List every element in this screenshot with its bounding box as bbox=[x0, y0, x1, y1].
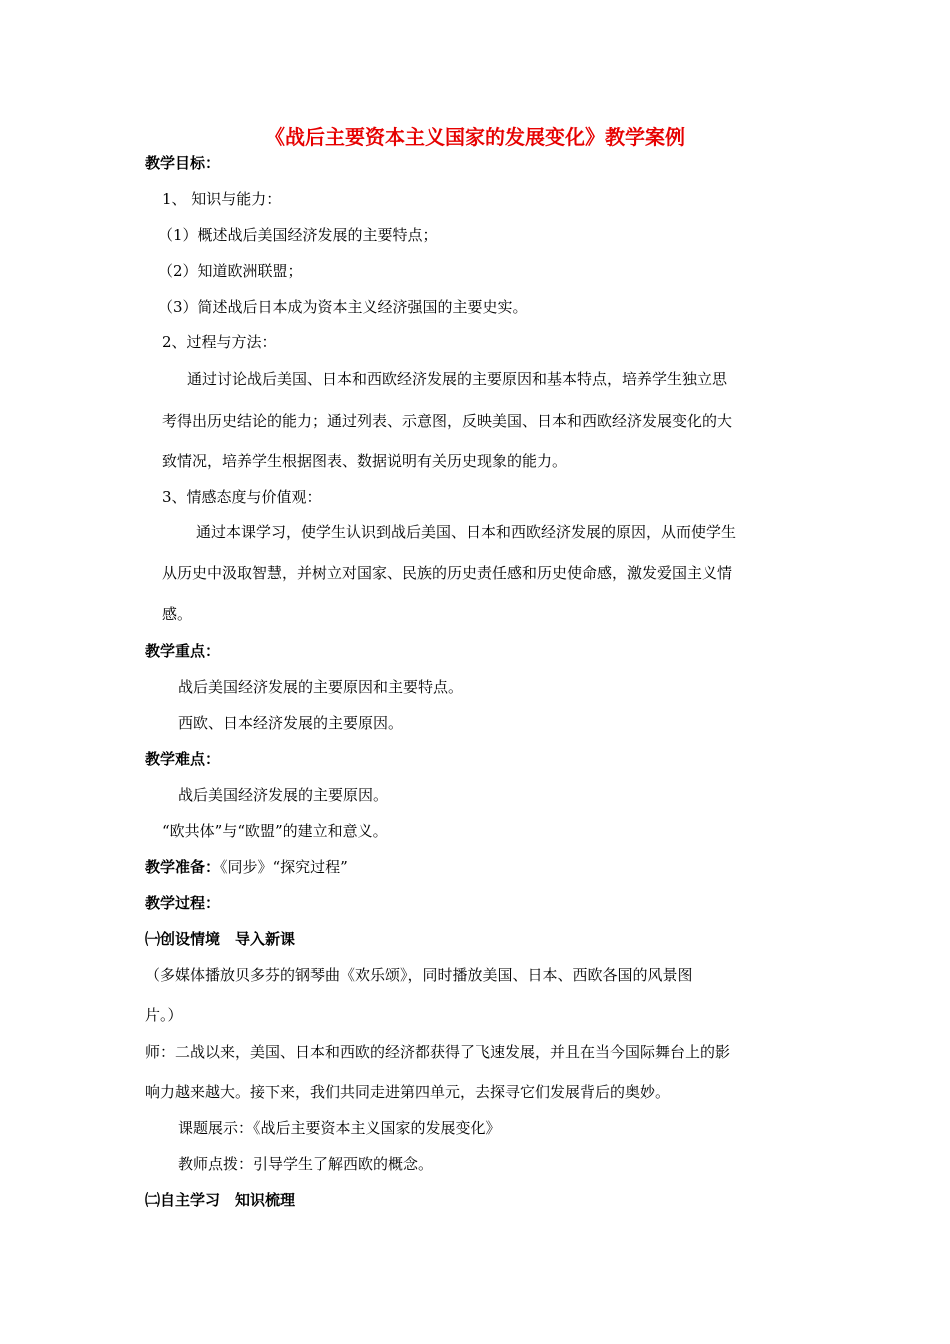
objectives-s2-line-3: 致情况，培养学生根据图表、数据说明有关历史现象的能力。 bbox=[162, 452, 568, 470]
process-part2-heading: ㈡自主学习 知识梳理 bbox=[145, 1191, 296, 1209]
process-part1-heading: ㈠创设情境 导入新课 bbox=[145, 930, 296, 948]
teacher-line-1: 师：二战以来，美国、日本和西欧的经济都获得了飞速发展，并且在当今国际舞台上的影 bbox=[145, 1043, 731, 1061]
difficulty-2: “欧共体”与“欧盟”的建立和意义。 bbox=[162, 822, 388, 840]
preparation-heading: 教学准备： bbox=[145, 858, 221, 876]
key-points-heading: 教学重点： bbox=[145, 642, 221, 660]
objectives-s2-line-2: 考得出历史结论的能力；通过列表、示意图，反映美国、日本和西欧经济发展变化的大 bbox=[162, 412, 733, 430]
objectives-s1-item-1: （1）概述战后美国经济发展的主要特点； bbox=[158, 226, 438, 244]
objectives-s3-line-3: 感。 bbox=[162, 605, 193, 623]
objectives-s2-heading: 2、过程与方法： bbox=[162, 333, 277, 351]
objectives-s3-line-2: 从历史中汲取智慧，并树立对国家、民族的历史责任感和历史使命感，激发爱国主义情 bbox=[162, 564, 733, 582]
teacher-line-2: 响力越来越大。接下来，我们共同走进第四单元，去探寻它们发展背后的奥妙。 bbox=[145, 1083, 671, 1101]
document-title: 《战后主要资本主义国家的发展变化》教学案例 bbox=[265, 125, 685, 149]
key-point-2: 西欧、日本经济发展的主要原因。 bbox=[178, 714, 404, 732]
preparation-row bbox=[145, 857, 348, 877]
objectives-heading: 教学目标： bbox=[145, 154, 221, 172]
objectives-s1-item-3: （3）简述战后日本成为资本主义经济强国的主要史实。 bbox=[158, 298, 528, 316]
topic-display: 课题展示：《战后主要资本主义国家的发展变化》 bbox=[178, 1119, 501, 1137]
process-part1-note-line-1: （多媒体播放贝多芬的钢琴曲《欢乐颂》，同时播放美国、日本、西欧各国的风景图 bbox=[145, 966, 693, 984]
key-point-1: 战后美国经济发展的主要原因和主要特点。 bbox=[178, 678, 464, 696]
objectives-s2-line-1: 通过讨论战后美国、日本和西欧经济发展的主要原因和基本特点，培养学生独立思 bbox=[187, 370, 728, 388]
objectives-s1-heading: 1、 知识与能力： bbox=[162, 190, 282, 208]
preparation-text: 《同步》“探究过程” bbox=[220, 858, 348, 876]
objectives-s3-heading: 3、情感态度与价值观： bbox=[162, 488, 322, 506]
difficulties-heading: 教学难点： bbox=[145, 750, 221, 768]
process-heading: 教学过程： bbox=[145, 894, 221, 912]
objectives-s1-item-2: （2）知道欧洲联盟； bbox=[158, 262, 303, 280]
difficulty-1: 战后美国经济发展的主要原因。 bbox=[178, 786, 389, 804]
teacher-hint: 教师点拨：引导学生了解西欧的概念。 bbox=[178, 1155, 434, 1173]
objectives-s3-line-1: 通过本课学习，使学生认识到战后美国、日本和西欧经济发展的原因，从而使学生 bbox=[196, 523, 737, 541]
process-part1-note-line-2: 片。） bbox=[145, 1006, 183, 1024]
